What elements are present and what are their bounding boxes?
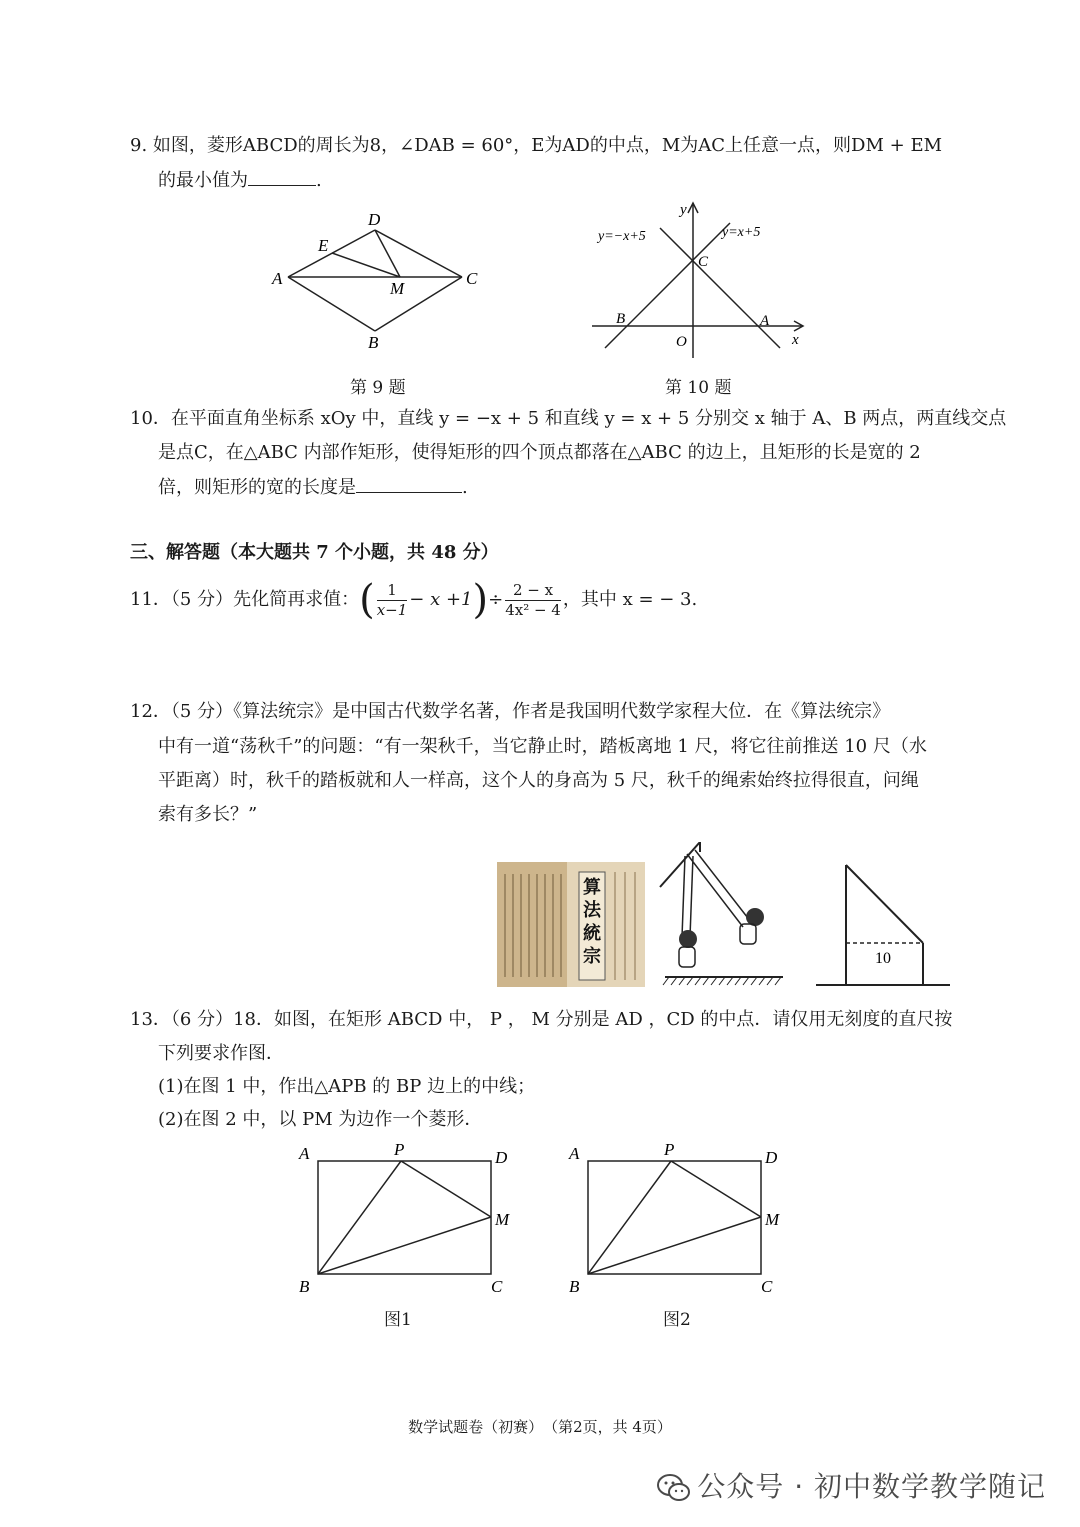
label-a: A: [299, 1144, 310, 1163]
segment-bm: [588, 1217, 761, 1274]
label-line-neg: y=−x+5: [598, 229, 646, 244]
q12-line3: 平距离）时，秋千的踏板就和人一样高，这个人的身高为 5 尺，秋千的绳索始终拉得很直，问绳: [158, 770, 919, 791]
label-b: B: [569, 1277, 580, 1296]
rope-pushed: [687, 854, 743, 927]
q11-div: ÷: [488, 589, 504, 610]
side-ba: [288, 277, 375, 331]
q12-line2: 中有一道“荡秋千”的问题：“有一架秋千，当它静止时，踏板离地 1 尺，将它往前推送 10 尺（水: [158, 736, 927, 757]
q12-line1: 12．（5 分）《算法统宗》是中国古代数学名著，作者是我国明代数学家程大位．在《算法统宗》: [130, 701, 891, 722]
label-b: B: [368, 333, 379, 352]
swing-diagram: [813, 855, 953, 990]
side-cb: [375, 277, 462, 331]
rope-slanted: [846, 865, 923, 943]
caption-q9: 第 9 题: [350, 378, 406, 398]
fraction-1-den: x−1: [376, 600, 408, 619]
ancient-book-photo: [497, 862, 645, 987]
label-d: D: [495, 1148, 508, 1167]
q10-line3-end: .: [462, 477, 468, 498]
caption-figure-1: 图1: [384, 1310, 412, 1330]
q9-line1: 9. 如图，菱形ABCD的周长为8，∠DAB = 60°，E为AD的中点，M为AC上任意一点，则DM + EM: [130, 135, 943, 156]
child-rest-head: [679, 930, 697, 948]
q9-line2-end: .: [316, 170, 322, 191]
beam-left: [660, 842, 700, 887]
label-y: y: [680, 202, 687, 218]
book-title: 算法統宗: [583, 877, 601, 967]
label-c: C: [466, 269, 478, 288]
label-x: x: [792, 332, 799, 348]
segment-bp: [588, 1161, 671, 1274]
fraction-2-num: 2 − x: [505, 581, 561, 601]
q10-line1: 10．在平面直角坐标系 xOy 中，直线 y = −x + 5 和直线 y = x + 5 分别交 x 轴于 A、B 两点，两直线交点: [130, 408, 1007, 429]
fraction-1-num: 1: [377, 581, 408, 601]
label-p: P: [394, 1140, 405, 1159]
q12-line4: 索有多长？”: [158, 804, 258, 825]
distance-label: 10: [875, 950, 891, 967]
figure-9-rhombus: [270, 205, 490, 355]
label-c: C: [491, 1277, 503, 1296]
answer-blank: [356, 476, 462, 493]
label-d: D: [765, 1148, 778, 1167]
q11-suffix: ，其中 x = − 3.: [562, 589, 698, 610]
section-3-heading: 三、解答题（本大题共 7 个小题，共 48 分）: [130, 542, 499, 563]
q10-line3: [158, 476, 468, 500]
rope-rest: [682, 856, 685, 937]
q13-line1: 13．（6 分）18．如图，在矩形 ABCD 中， P ， M 分别是 AD ，CD 的中点．请仅用无刻度的直尺按: [130, 1009, 953, 1030]
label-a: A: [760, 313, 770, 329]
fraction-1: [377, 581, 408, 620]
segment-bm: [318, 1217, 491, 1274]
watermark: [657, 1465, 1046, 1505]
book-illustration: [497, 862, 645, 987]
fraction-2: [505, 581, 561, 620]
child-rest-body: [679, 947, 695, 967]
q13-line2: 下列要求作图．: [158, 1043, 284, 1064]
right-paren: ): [472, 577, 489, 623]
label-c: C: [761, 1277, 773, 1296]
q9-line2-text: 的最小值为: [158, 170, 248, 191]
label-d: D: [368, 210, 381, 229]
caption-q10: 第 10 题: [665, 378, 732, 398]
fraction-2-den: 4x² − 4: [505, 600, 561, 619]
segment-pm: [671, 1161, 761, 1217]
label-b: B: [616, 311, 626, 327]
page-footer: 数学试题卷（初赛） （第2页，共 4页）: [408, 1418, 672, 1436]
caption-figure-2: 图2: [663, 1310, 691, 1330]
q11-mid: − x +1: [409, 589, 473, 610]
label-b: B: [299, 1277, 310, 1296]
label-line-pos: y=x+5: [722, 225, 761, 240]
label-c: C: [698, 254, 709, 270]
segment-pm: [401, 1161, 491, 1217]
label-m: M: [765, 1210, 780, 1229]
label-o: O: [676, 334, 687, 350]
q13-part1: (1)在图 1 中，作出△APB 的 BP 边上的中线；: [158, 1076, 536, 1097]
label-m: M: [495, 1210, 510, 1229]
label-m: M: [390, 279, 405, 298]
segment-bp: [318, 1161, 401, 1274]
q10-line2: 是点C，在△ABC 内部作矩形，使得矩形的四个顶点都落在△ABC 的边上，且矩形的长是宽的 2: [158, 442, 921, 463]
answer-blank: [248, 169, 316, 186]
q10-line3-text: 倍，则矩形的宽的长度是: [158, 477, 356, 498]
figure-13-1: [293, 1137, 518, 1297]
watermark-text: 公众号 · 初中数学教学随记: [697, 1470, 1046, 1503]
q13-part2: (2)在图 2 中，以 PM 为边作一个菱形．: [158, 1109, 483, 1130]
figure-13-2: [563, 1137, 788, 1297]
label-p: P: [664, 1140, 675, 1159]
figure-10-graph: [590, 198, 815, 360]
q11-line: [130, 578, 697, 622]
q11-prefix: 11．（5 分）先化简再求值：: [130, 589, 360, 610]
label-a: A: [272, 269, 283, 288]
wechat-icon: [657, 1473, 691, 1503]
label-e: E: [318, 236, 329, 255]
left-paren: (: [359, 577, 375, 623]
q9-line2: [158, 169, 322, 193]
label-a: A: [569, 1144, 580, 1163]
line-y-eq-neg-x-plus-5: [660, 228, 780, 348]
side-ad: [288, 230, 375, 277]
rectangle-abcd: [588, 1161, 761, 1274]
swing-illustration: [655, 842, 790, 992]
rectangle-abcd: [318, 1161, 491, 1274]
